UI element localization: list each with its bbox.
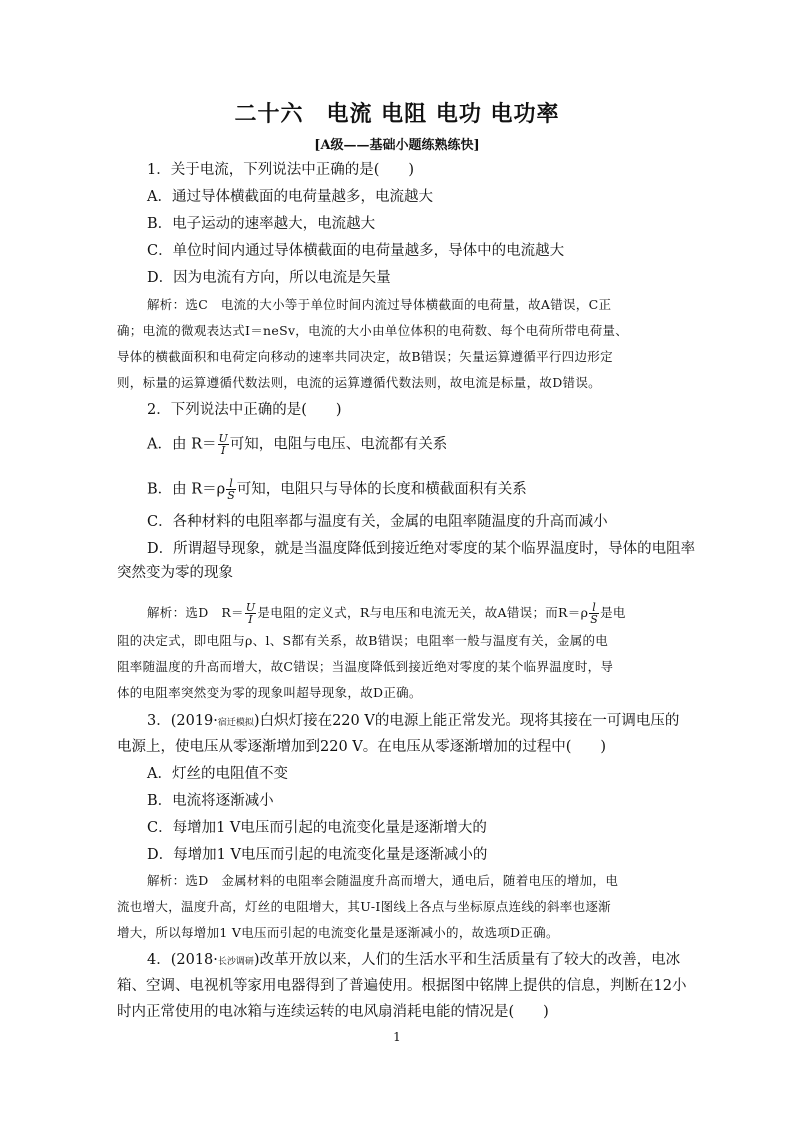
formula-fraction [245,602,257,625]
fraction-denominator: S [590,613,599,626]
fraction-denominator: I [220,444,226,457]
question-2-analysis-line: 阻率随温度的升高而增大，故C错误；当温度降低到接近绝对零度的某个临界温度时，导 [117,659,614,674]
question-3-stem-cont: 电源上，使电压从零逐渐增加到220 V。在电压从零逐渐增加的过程中( ) [117,739,607,755]
option-b-text: 可知，电阻只与导体的长度和横截面积有关系 [236,481,527,498]
question-1-stem: 1．关于电流，下列说法中正确的是( ) [147,162,415,178]
question-4-year: 4．(2018· [147,952,218,968]
analysis-middle: 是电阻的定义式，R与电压和电流无关，故A错误；而R＝ρ [257,605,589,620]
analysis-prefix: 解析：选D R＝ [147,605,244,620]
question-3-option-b: B．电流将逐渐减小 [147,793,274,809]
question-1-analysis-line: 确；电流的微观表达式I＝neSv，电流的大小由单位体积的电荷数、每个电荷所带电荷量、 [117,323,629,338]
question-1-analysis-line: 解析：选C 电流的大小等于单位时间内流过导体横截面的电荷量，故A错误，C正 [147,297,612,312]
analysis-suffix: 是电 [600,605,626,620]
question-4-stem-cont: 时内正常使用的电冰箱与连续运转的电风扇消耗电能的情况是( ) [117,1004,549,1020]
question-2-analysis-line [147,602,677,625]
question-3-stem-text: )白炽灯接在220 V的电源上能正常发光。现将其接在一可调电压的 [253,713,680,729]
question-3-option-c: C．每增加1 V电压而引起的电流变化量是逐渐增大的 [147,820,487,836]
question-3-analysis-line: 流也增大，温度升高，灯丝的电阻增大，其U-I图线上各点与坐标原点连线的斜率也逐渐 [117,899,611,914]
question-1-analysis-line: 则，标量的运算遵循代数法则，电流的运算遵循代数法则，故电流是标量，故D错误。 [117,375,601,390]
formula-fraction [218,433,229,456]
question-3-option-d: D．每增加1 V电压而引起的电流变化量是逐渐减小的 [147,847,488,863]
question-4-stem-cont: 箱、空调、电视机等家用电器得到了普遍使用。根据图中铭牌上提供的信息，判断在12小 [117,978,687,994]
question-2-stem: 2．下列说法中正确的是( ) [147,402,342,418]
section-subtitle: [A级——基础小题练熟练快] [314,138,480,153]
page-number: 1 [393,1030,401,1044]
formula-fraction [226,478,236,501]
question-3-option-a: A．灯丝的电阻值不变 [147,766,288,782]
question-1-option-d: D．因为电流有方向，所以电流是矢量 [147,270,391,286]
fraction-numerator: U [245,601,256,614]
fraction-numerator: l [589,602,599,614]
question-3-stem [147,711,680,733]
fraction-numerator: l [226,478,236,490]
question-2-option-a [147,433,677,456]
fraction-denominator: I [248,613,253,626]
question-1-option-c: C．单位时间内通过导体横截面的电荷量越多，导体中的电流越大 [147,243,565,259]
question-1-option-a: A．通过导体横截面的电荷量越多，电流越大 [147,189,433,205]
fraction-numerator: U [218,432,228,445]
question-2-analysis-line: 体的电阻率突然变为零的现象叫超导现象，故D正确。 [117,685,422,700]
question-2-analysis-line: 阻的决定式，即电阻与ρ、l、S都有关系，故B错误；电阻率一般与温度有关，金属的电 [117,633,609,648]
question-2-option-b [147,478,677,501]
question-1-analysis-line: 导体的横截面积和电荷定向移动的速率共同决定，故B错误；矢量运算遵循平行四边形定 [117,349,613,364]
fraction-denominator: S [227,489,235,502]
page-title: 二十六 电流 电阻 电功 电功率 [234,101,560,127]
question-2-option-d: D．所谓超导现象，就是当温度降低到接近绝对零度的某个临界温度时，导体的电阻率 [147,541,696,557]
question-1-option-b: B．电子运动的速率越大，电流越大 [147,216,376,232]
option-a-prefix: A．由 R＝ [147,436,217,453]
option-b-prefix: B．由 R＝ρ [147,481,226,498]
question-2-option-c: C．各种材料的电阻率都与温度有关，金属的电阻率随温度的升高而减小 [147,514,608,530]
question-3-analysis-line: 解析：选D 金属材料的电阻率会随温度升高而增大，通电后，随着电压的增加，电 [147,873,619,888]
question-2-option-d-cont: 突然变为零的现象 [117,565,233,581]
question-4-source: 长沙调研 [217,957,254,967]
question-3-source: 宿迁模拟 [217,718,254,728]
question-4-stem-text: )改革开放以来，人们的生活水平和生活质量有了较大的改善，电冰 [253,952,681,968]
question-3-analysis-line: 增大，所以每增加1 V电压而引起的电流变化量是逐渐减小的，故选项D正确。 [117,925,559,940]
formula-fraction [589,602,599,625]
question-3-year: 3．(2019· [147,713,218,729]
question-4-stem [147,950,681,972]
option-a-text: 可知，电阻与电压、电流都有关系 [229,436,448,453]
